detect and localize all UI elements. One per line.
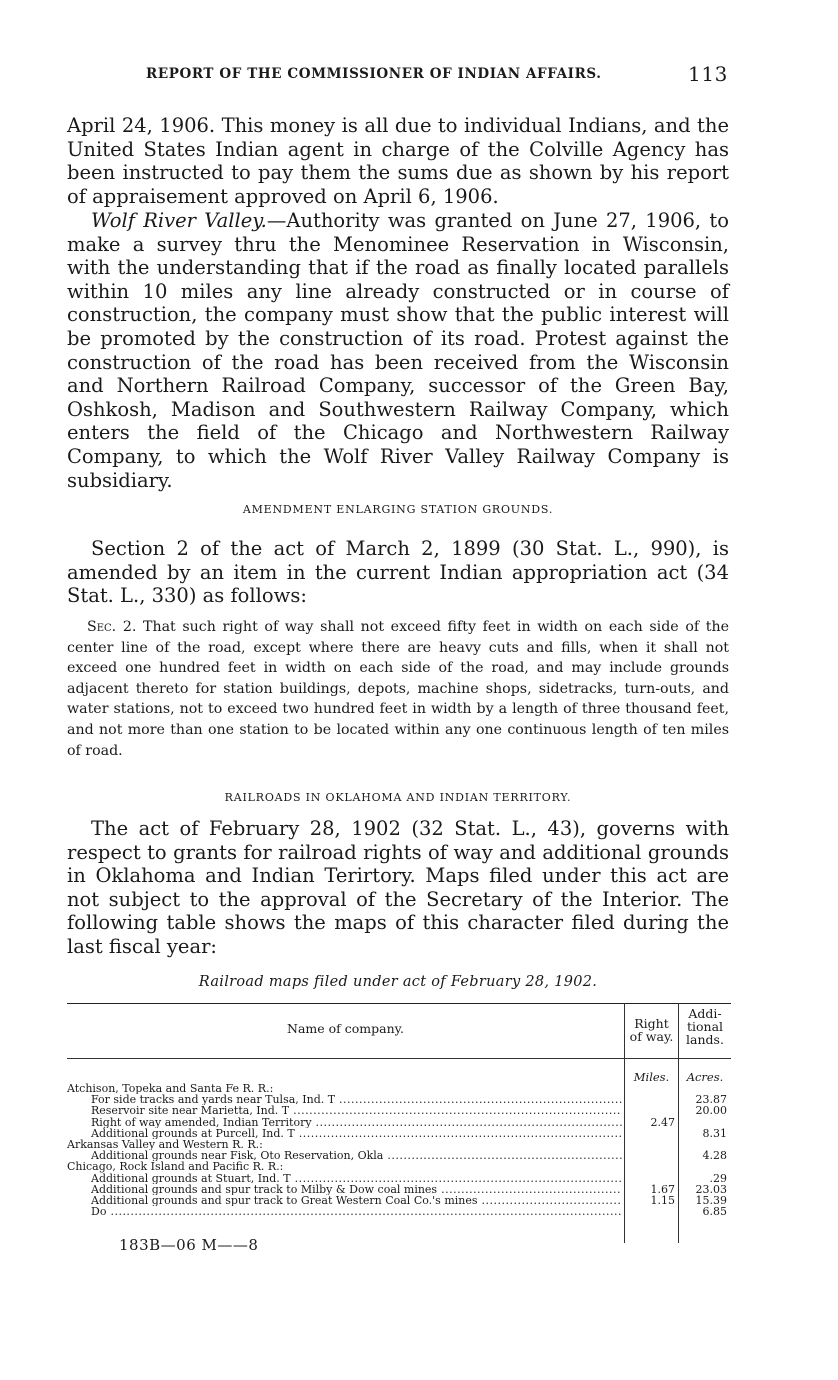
railroad-maps-table xyxy=(67,1003,731,1243)
quote-text: That such right of way shall not exceed fifty feet in width on each side of the center line of the road, except where there are heavy cuts and fills, when it shall not exceed one hundred feet in width on each side of the road, and may include grounds adjacent thereto for station buildings, depots, machine shops, sidetracks, turn-outs, and water stations, not to exceed two hundred feet in width by a length of three thousand feet, and not more than one station to be located within any one continuous length of ten miles of road. xyxy=(67,619,729,759)
table-row xyxy=(67,1173,731,1184)
unit-acres: Acres. xyxy=(686,1070,724,1084)
company-name: Atchison, Topeka and Santa Fe R. R.: xyxy=(67,1083,274,1095)
table-row xyxy=(67,1206,731,1217)
additional-lands-value: 4.28 xyxy=(702,1149,727,1163)
paragraph-wolf-river xyxy=(67,209,729,492)
table-row xyxy=(67,1094,731,1105)
table-row xyxy=(67,1161,731,1172)
wolf-river-text: —Authority was granted on June 27, 1906, to make a survey thru the Menominee Reservation in Wisconsin, with the understanding that if the road as finally located parallels within 10 miles any line already constructed or in course of construction, the company must show that the public interest will be promoted by the construction of its road. Protest against the construction of the road has been received from the Wisconsin and Northern Railroad Company, successor of the Green Bay, Oshkosh, Madison and Southwestern Railway Company, which enters the field of the Chicago and Northwestern Railway Company, to which the Wolf River Valley Railway Company is subsidiary. xyxy=(67,209,730,492)
table-header-rule xyxy=(67,1058,731,1059)
table-caption: Railroad maps filed under act of February 28, 1902. xyxy=(198,974,598,990)
company-name: Arkansas Valley and Western R. R.: xyxy=(67,1138,263,1151)
additional-lands-value: 20.00 xyxy=(695,1104,727,1118)
table-row xyxy=(67,1105,731,1116)
table-row xyxy=(67,1184,731,1195)
quote-lead: Sec. 2. xyxy=(87,619,137,635)
quoted-statute xyxy=(67,617,729,761)
column-header-line: Addi- xyxy=(688,1006,722,1021)
column-header-line: tional xyxy=(686,1019,724,1034)
company-item: Additional grounds at Stuart, Ind. T ..... xyxy=(91,1173,622,1184)
unit-miles: Miles. xyxy=(633,1070,670,1084)
additional-lands-value: 6.85 xyxy=(702,1205,727,1219)
table-top-rule xyxy=(67,1003,731,1004)
additional-lands-value: .29 xyxy=(709,1171,727,1185)
section-heading-station-grounds: AMENDMENT ENLARGING STATION GROUNDS. xyxy=(242,503,554,516)
company-item: Additional grounds and spur track to Great Western Coal Co.'s mines ..... xyxy=(91,1195,622,1206)
table-row xyxy=(67,1150,731,1161)
column-header-line: Right xyxy=(634,1016,669,1031)
column-header-line: of way. xyxy=(629,1029,674,1044)
section-heading-oklahoma: RAILROADS IN OKLAHOMA AND INDIAN TERRITORY. xyxy=(224,791,572,804)
company-name: Chicago, Rock Island and Pacific R. R.: xyxy=(67,1161,284,1173)
additional-lands-value: 15.39 xyxy=(695,1193,727,1207)
report-title: REPORT OF THE COMMISSIONER OF INDIAN AFFAIRS. xyxy=(146,66,602,82)
table-body xyxy=(67,1083,731,1217)
company-item: Do ..... xyxy=(91,1206,622,1217)
right-of-way-value: 1.67 xyxy=(650,1182,675,1196)
additional-lands-value: 8.31 xyxy=(702,1126,727,1140)
table-row xyxy=(67,1195,731,1206)
column-header-additional-lands xyxy=(679,1007,731,1046)
table-row xyxy=(67,1139,731,1150)
column-header-right-of-way xyxy=(625,1017,678,1043)
additional-lands-value: 23.03 xyxy=(695,1182,727,1196)
column-header-line: lands. xyxy=(686,1032,724,1047)
paragraph-section-2: Section 2 of the act of March 2, 1899 (30 Stat. L., 990), is amended by an item in the current Indian appropriation act (34 Stat. L., 330) as follows: xyxy=(67,537,729,608)
table-row xyxy=(67,1083,731,1094)
right-of-way-value: 1.15 xyxy=(650,1193,675,1207)
wolf-river-lead: Wolf River Valley. xyxy=(91,209,267,232)
right-of-way-value: 2.47 xyxy=(650,1115,675,1129)
additional-lands-value: 23.87 xyxy=(695,1093,727,1107)
running-header xyxy=(146,62,736,86)
company-item: Reservoir site near Marietta, Ind. T ..... xyxy=(91,1105,622,1116)
table-row xyxy=(67,1117,731,1128)
company-item: Additional grounds near Fisk, Oto Reservation, Okla ..... xyxy=(91,1150,622,1161)
signature-mark: 183B—06 M——8 xyxy=(119,1236,259,1254)
company-item: Right of way amended, Indian Territory ..... xyxy=(91,1117,622,1128)
paragraph-colville: April 24, 1906. This money is all due to individual Indians, and the United States Indian agent in charge of the Colville Agency has been instructed to pay them the sums due as shown by his report of appraisement approved on April 6, 1906. xyxy=(67,114,729,208)
company-item: Additional grounds and spur track to Milby & Dow coal mines ..... xyxy=(91,1184,622,1195)
company-item: For side tracks and yards near Tulsa, Ind. T ..... xyxy=(91,1094,622,1105)
company-item: Additional grounds at Purcell, Ind. T ..... xyxy=(91,1128,622,1139)
column-header-name: Name of company. xyxy=(287,1021,404,1036)
paragraph-oklahoma-act: The act of February 28, 1902 (32 Stat. L., 43), governs with respect to grants for railroad rights of way and additional grounds in Oklahoma and Indian Terirtory. Maps filed under this act are not subject to the approval of the Secretary of the Interior. The following table shows the maps of this character filed during the last fiscal year: xyxy=(67,817,729,958)
table-row xyxy=(67,1128,731,1139)
page-number: 113 xyxy=(688,62,728,86)
